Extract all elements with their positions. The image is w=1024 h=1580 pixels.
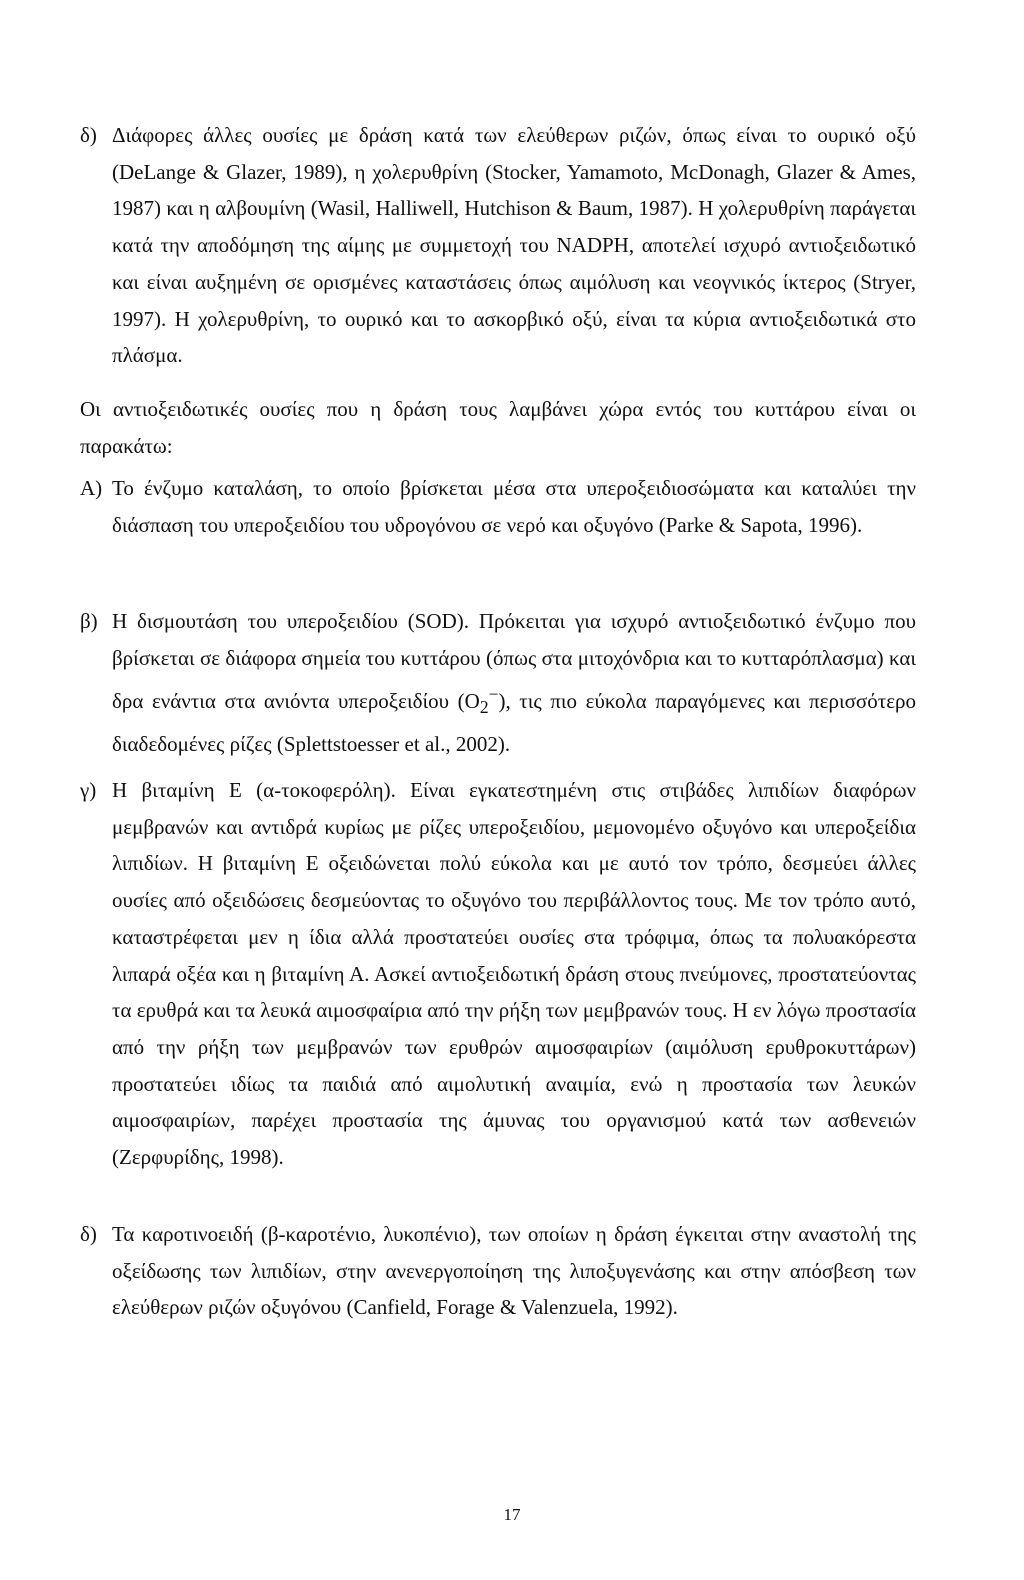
formula-subscript: 2 [479,697,489,718]
list-marker: Α) [80,476,103,500]
list-marker: δ) [80,123,97,147]
paragraph-text: Η βιταμίνη Ε (α-τοκοφερόλη). Είναι εγκατεστημένη στις στιβάδες λιπιδίων διαφόρων μεμβρανών και αντιδρά κυρίως με ρίζες υπεροξειδίου, μεμονομένο οξυγόνο και υπεροξείδια λιπιδίων. Η βιταμίνη Ε οξειδώνεται πολύ εύκολα και με αυτό τον τρόπο, δεσμεύει άλλες ουσίες από οξειδώσεις δεσμεύοντας το οξυγόνο του περιβάλλοντος τους. Με τον τρόπο αυτό, καταστρέφεται μεν η ίδια αλλά προστατεύει ουσίες στα τρόφιμα, όπως τα πολυακόρεστα λιπαρά οξέα και η βιταμίνη Α. Ασκεί αντιοξειδωτική δράση στους πνεύμονες, προστατεύοντας τα ερυθρά και τα λευκά αιμοσφαίρια από την ρήξη των μεμβρανών τους. Η εν λόγω προστασία από την ρήξη των μεμβρανών των ερυθρών αιμοσφαιρίων (αιμόλυση ερυθροκυττάρων) προστατεύει ιδίως τα παιδιά από αιμολυτική αναιμία, ενώ η προστασία των λευκών αιμοσφαιρίων, παρέχει προστασία της άμυνας του οργανισμού κατά των ασθενειών (Ζερφυρίδης, 1998). [112,778,916,1170]
paragraph-b-sod [80,603,916,763]
paragraph-text: Τα καροτινοειδή (β-καροτένιο, λυκοπένιο), των οποίων η δράση έγκειται στην αναστολή της οξείδωσης των λιπιδίων, στην ανενεργοποίηση της λιποξυγενάσης και στην απόσβεση των ελεύθερων ριζών οξυγόνου (Canfield, Forage & Valenzuela, 1992). [112,1222,916,1320]
paragraph-d-carotenoids [80,1216,916,1326]
paragraph-text [112,603,916,763]
list-marker: δ) [80,1222,97,1246]
list-marker: γ) [80,778,97,802]
paragraph-c-vitamin-e [80,772,916,1176]
paragraph-text: Το ένζυμο καταλάση, το οποίο βρίσκεται μέσα στα υπεροξειδιοσώματα και καταλύει την διάσπαση του υπεροξειδίου του υδρογόνου σε νερό και οξυγόνο (Parke & Sapota, 1996). [112,476,916,537]
paragraph-intracellular-intro [80,391,916,464]
paragraph-text: Οι αντιοξειδωτικές ουσίες που η δράση τους λαμβάνει χώρα εντός του κυττάρου είναι οι παρακάτω: [80,397,916,458]
text-before-formula: Η δισμουτάση του υπεροξειδίου (SOD). Πρόκειται για ισχυρό αντιοξειδωτικό ένζυμο που βρίσκεται σε διάφορα σημεία του κυττάρου (όπως στα μιτοχόνδρια και το κυτταρόπλασμα) και δρα ενάντια στα ανιόντα υπεροξειδίου (O [112,609,916,714]
page-number: 17 [503,1505,521,1524]
paragraph-text: Διάφορες άλλες ουσίες με δράση κατά των ελεύθερων ριζών, όπως είναι το ουρικό οξύ (DeLange & Glazer, 1989), η χολερυθρίνη (Stocker, Yamamoto, McDonagh, Glazer & Ames, 1987) και η αλβουμίνη (Wasil, Halliwell, Hutchison & Baum, 1987). Η χολερυθρίνη παράγεται κατά την αποδόμηση της αίμης με συμμετοχή του NADPH, αποτελεί ισχυρό αντιοξειδωτικό και είναι αυξημένη σε ορισμένες καταστάσεις όπως αιμόλυση και νεογνικός ίκτερος (Stryer, 1997). Η χολερυθρίνη, το ουρικό και το ασκορβικό οξύ, είναι τα κύρια αντιοξειδωτικά στο πλάσμα. [112,123,916,368]
formula-superscript: − [488,684,499,705]
text-after-formula: ), τις πιο εύκολα παραγόμενες και περισσότερο διαδεδομένες ρίζες (Splettstoesser et al., 2002). [112,689,916,757]
paragraph-a-catalase [80,470,916,543]
paragraph-delta-other-antioxidants [80,117,916,374]
list-marker: β) [80,609,98,633]
